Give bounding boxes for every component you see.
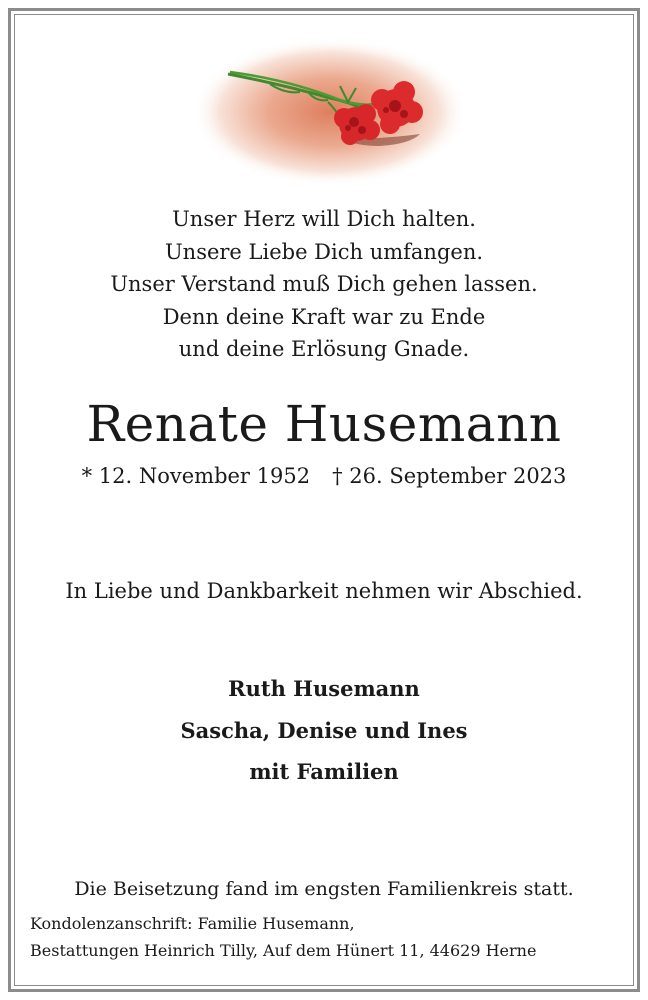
poem-line: Unsere Liebe Dich umfangen. <box>164 239 484 264</box>
deceased-name: Renate Husemann <box>86 395 562 453</box>
birth-date: * 12. November 1952 <box>81 464 311 488</box>
mourner-line: Ruth Husemann <box>228 676 420 701</box>
carnation-image <box>190 40 470 190</box>
poem <box>0 203 648 366</box>
condolence-line-2: Bestattungen Heinrich Tilly, Auf dem Hünert 11, 44629 Herne <box>30 941 537 960</box>
burial-note: Die Beisetzung fand im engsten Familienkreis statt. <box>74 878 574 900</box>
mourner-line: mit Familien <box>249 759 399 784</box>
poem-line: Denn deine Kraft war zu Ende <box>162 304 486 329</box>
condolence-address <box>30 910 536 964</box>
farewell-text: In Liebe und Dankbarkeit nehmen wir Abschied. <box>65 579 583 603</box>
mourners-list <box>0 668 648 793</box>
death-date: † 26. September 2023 <box>332 464 567 488</box>
poem-line: und deine Erlösung Gnade. <box>178 337 470 361</box>
poem-line: Unser Herz will Dich halten. <box>172 207 476 231</box>
mourner-line: Sascha, Denise und Ines <box>180 717 468 743</box>
condolence-line-1: Kondolenzanschrift: Familie Husemann, <box>30 914 355 933</box>
poem-line: Unser Verstand muß Dich gehen lassen. <box>110 272 538 296</box>
life-dates <box>0 461 648 491</box>
